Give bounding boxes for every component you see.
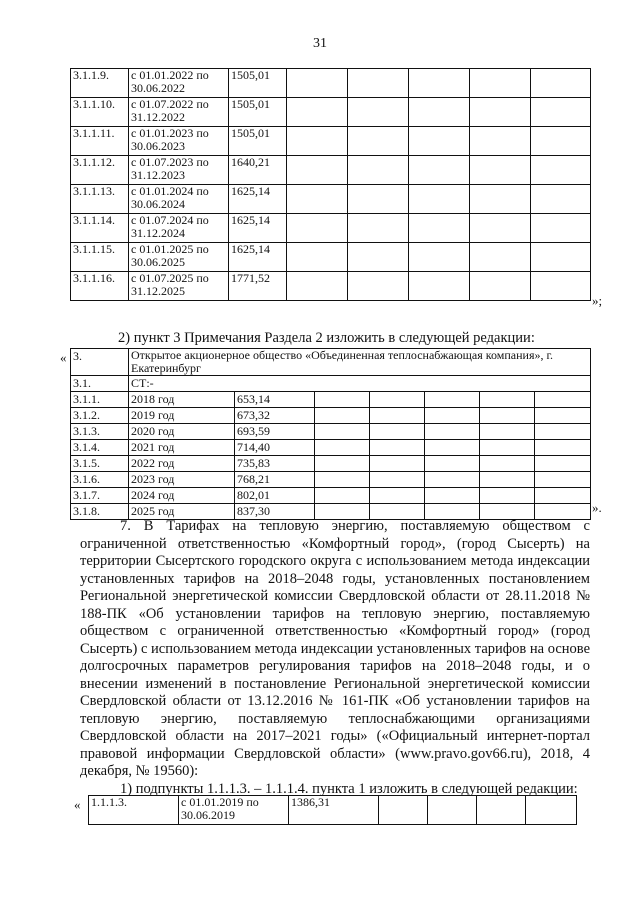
empty-cell [535, 472, 591, 488]
empty-cell [470, 272, 531, 301]
table-row [71, 408, 591, 424]
empty-cell [370, 440, 425, 456]
row-value: 1640,21 [229, 156, 287, 185]
row-value: 693,59 [235, 424, 315, 440]
row-period: с 01.01.2024 по 30.06.2024 [129, 185, 229, 214]
row-num: 3.1.7. [71, 488, 129, 504]
empty-cell [315, 392, 370, 408]
row-value: 1771,52 [229, 272, 287, 301]
row-num: 3.1.6. [71, 472, 129, 488]
empty-cell [535, 408, 591, 424]
empty-cell [409, 69, 470, 98]
empty-cell [535, 392, 591, 408]
table2-end-mark: ». [592, 500, 602, 515]
row-num: 3.1.4. [71, 440, 129, 456]
row-value: 714,40 [235, 440, 315, 456]
paragraph-7-block [80, 518, 590, 798]
empty-cell [409, 156, 470, 185]
empty-cell [531, 185, 591, 214]
empty-cell [428, 796, 477, 825]
empty-cell [531, 214, 591, 243]
empty-cell [480, 408, 535, 424]
table-row [71, 376, 591, 392]
empty-cell [470, 156, 531, 185]
empty-cell [348, 185, 409, 214]
empty-cell [409, 98, 470, 127]
row-num: 3.1.1.14. [71, 214, 129, 243]
row-period: с 01.01.2022 по 30.06.2022 [129, 69, 229, 98]
empty-cell [370, 424, 425, 440]
empty-cell [535, 440, 591, 456]
sub-text: СТ:- [129, 376, 591, 392]
empty-cell [348, 243, 409, 272]
empty-cell [409, 243, 470, 272]
table-row [71, 156, 591, 185]
empty-cell [315, 424, 370, 440]
row-period: с 01.07.2025 по 31.12.2025 [129, 272, 229, 301]
page-number: 31 [313, 36, 327, 51]
table-row [71, 127, 591, 156]
empty-cell [348, 156, 409, 185]
paragraph-7: 7. В Тарифах на тепловую энергию, поставляемую обществом с ограниченной ответственностью «Комфортный город», (город Сысерть) на территории Сысертского городского округа с использованием метода индексации установленных тарифов на 2018–2048 годы, установленных постановлением Региональной энергетической комиссии Свердловской области от 28.11.2018 № 188-ПК «Об установлении тарифов на тепловую энергию, поставляемую обществом с ограниченной ответственностью «Комфортный город» (город Сысерть) с использованием метода индексации установленных тарифов на основе долгосрочных параметров регулирования тарифов на 2018–2048 годы, и о внесении изменений в постановление Региональной энергетической комиссии Свердловской области от 13.12.2016 № 161-ПК «Об установлении тарифов на тепловую энергию, поставляемую теплоснабжающими организациями Свердловской области на 2017–2021 годы» («Официальный интернет-портал правовой информации Свердловской области» (www.pravo.gov66.ru), 2018, 4 декабря, № 19560): [80, 518, 590, 779]
empty-cell [477, 796, 526, 825]
row-value: 802,01 [235, 488, 315, 504]
row-num: 3.1.5. [71, 456, 129, 472]
empty-cell [315, 456, 370, 472]
empty-cell [409, 272, 470, 301]
empty-cell [348, 127, 409, 156]
empty-cell [531, 98, 591, 127]
row-value: 1505,01 [229, 98, 287, 127]
empty-cell [370, 408, 425, 424]
table-row [71, 69, 591, 98]
row-year: 2024 год [129, 488, 235, 504]
table-row [71, 272, 591, 301]
row-year: 2023 год [129, 472, 235, 488]
row-value: 1625,14 [229, 243, 287, 272]
empty-cell [535, 424, 591, 440]
empty-cell [315, 488, 370, 504]
empty-cell [315, 408, 370, 424]
row-value: 1505,01 [229, 69, 287, 98]
table-row [71, 488, 591, 504]
row-period: с 01.07.2024 по 31.12.2024 [129, 214, 229, 243]
row-num: 3.1.1.10. [71, 98, 129, 127]
empty-cell [315, 440, 370, 456]
tariff-table-next [88, 795, 577, 825]
row-value: 673,32 [235, 408, 315, 424]
table2-open-quote: « [60, 350, 67, 365]
row-num: 3.1.8. [71, 504, 129, 520]
sub-number: 3.1. [71, 376, 129, 392]
empty-cell [287, 98, 348, 127]
table-row [71, 424, 591, 440]
empty-cell [535, 456, 591, 472]
row-year: 2019 год [129, 408, 235, 424]
empty-cell [370, 472, 425, 488]
empty-cell [287, 243, 348, 272]
empty-cell [470, 243, 531, 272]
empty-cell [287, 272, 348, 301]
empty-cell [287, 127, 348, 156]
empty-cell [287, 214, 348, 243]
row-year: 2018 год [129, 392, 235, 408]
row-period: с 01.01.2023 по 30.06.2023 [129, 127, 229, 156]
empty-cell [348, 98, 409, 127]
row-value: 837,30 [235, 504, 315, 520]
empty-cell [425, 392, 480, 408]
empty-cell [370, 488, 425, 504]
empty-cell [470, 98, 531, 127]
empty-cell [287, 69, 348, 98]
empty-cell [425, 424, 480, 440]
table-row [71, 185, 591, 214]
empty-cell [470, 214, 531, 243]
empty-cell [287, 156, 348, 185]
empty-cell [425, 440, 480, 456]
row-num: 3.1.1.15. [71, 243, 129, 272]
row-year: 2021 год [129, 440, 235, 456]
row-period: с 01.01.2025 по 30.06.2025 [129, 243, 229, 272]
row-num: 3.1.1.16. [71, 272, 129, 301]
table3-open-quote: « [74, 797, 81, 812]
empty-cell [409, 214, 470, 243]
empty-cell [425, 488, 480, 504]
empty-cell [348, 69, 409, 98]
empty-cell [370, 392, 425, 408]
empty-cell [531, 243, 591, 272]
row-num: 3.1.1. [71, 392, 129, 408]
table-row [71, 214, 591, 243]
empty-cell [287, 185, 348, 214]
empty-cell [425, 456, 480, 472]
empty-cell [315, 472, 370, 488]
section-heading-2: 2) пункт 3 Примечания Раздела 2 изложить в следующей редакции: [118, 330, 535, 346]
empty-cell [425, 472, 480, 488]
row-num: 3.1.1.9. [71, 69, 129, 98]
row-value: 1625,14 [229, 185, 287, 214]
empty-cell [531, 272, 591, 301]
table-row [89, 796, 577, 825]
table-row [71, 440, 591, 456]
row-value: 1625,14 [229, 214, 287, 243]
empty-cell [425, 408, 480, 424]
row-num: 3.1.1.13. [71, 185, 129, 214]
row-value: 1505,01 [229, 127, 287, 156]
org-name: Открытое акционерное общество «Объединенная теплоснабжающая компания», г. Екатеринбург [129, 349, 591, 376]
empty-cell [470, 127, 531, 156]
row-num: 3.1.3. [71, 424, 129, 440]
empty-cell [531, 127, 591, 156]
row-year: 2025 год [129, 504, 235, 520]
empty-cell [470, 185, 531, 214]
table-row [71, 243, 591, 272]
empty-cell [480, 440, 535, 456]
org-number: 3. [71, 349, 129, 376]
table-row [71, 349, 591, 376]
row-value: 768,21 [235, 472, 315, 488]
table1-end-mark: »; [592, 293, 603, 308]
empty-cell [370, 456, 425, 472]
tariff-table-years [70, 348, 591, 520]
tariff-table-periods [70, 68, 591, 301]
empty-cell [409, 185, 470, 214]
empty-cell [409, 127, 470, 156]
empty-cell [379, 796, 428, 825]
empty-cell [526, 796, 577, 825]
row-year: 2020 год [129, 424, 235, 440]
empty-cell [480, 488, 535, 504]
table-row [71, 456, 591, 472]
row-period: с 01.01.2019 по 30.06.2019 [179, 796, 289, 825]
subitem-1: 1) подпункты 1.1.1.3. – 1.1.1.4. пункта 1 изложить в следующей редакции: [120, 780, 578, 797]
empty-cell [470, 69, 531, 98]
table-row [71, 392, 591, 408]
row-value: 1386,31 [289, 796, 379, 825]
row-period: с 01.07.2023 по 31.12.2023 [129, 156, 229, 185]
row-num: 3.1.1.12. [71, 156, 129, 185]
empty-cell [480, 424, 535, 440]
empty-cell [480, 392, 535, 408]
table-row [71, 98, 591, 127]
empty-cell [531, 156, 591, 185]
empty-cell [531, 69, 591, 98]
row-num: 3.1.1.11. [71, 127, 129, 156]
row-year: 2022 год [129, 456, 235, 472]
row-value: 653,14 [235, 392, 315, 408]
empty-cell [480, 456, 535, 472]
row-period: с 01.07.2022 по 31.12.2022 [129, 98, 229, 127]
table-row [71, 472, 591, 488]
row-number: 1.1.1.3. [89, 796, 179, 825]
row-value: 735,83 [235, 456, 315, 472]
empty-cell [480, 472, 535, 488]
row-num: 3.1.2. [71, 408, 129, 424]
empty-cell [348, 272, 409, 301]
empty-cell [348, 214, 409, 243]
empty-cell [535, 488, 591, 504]
